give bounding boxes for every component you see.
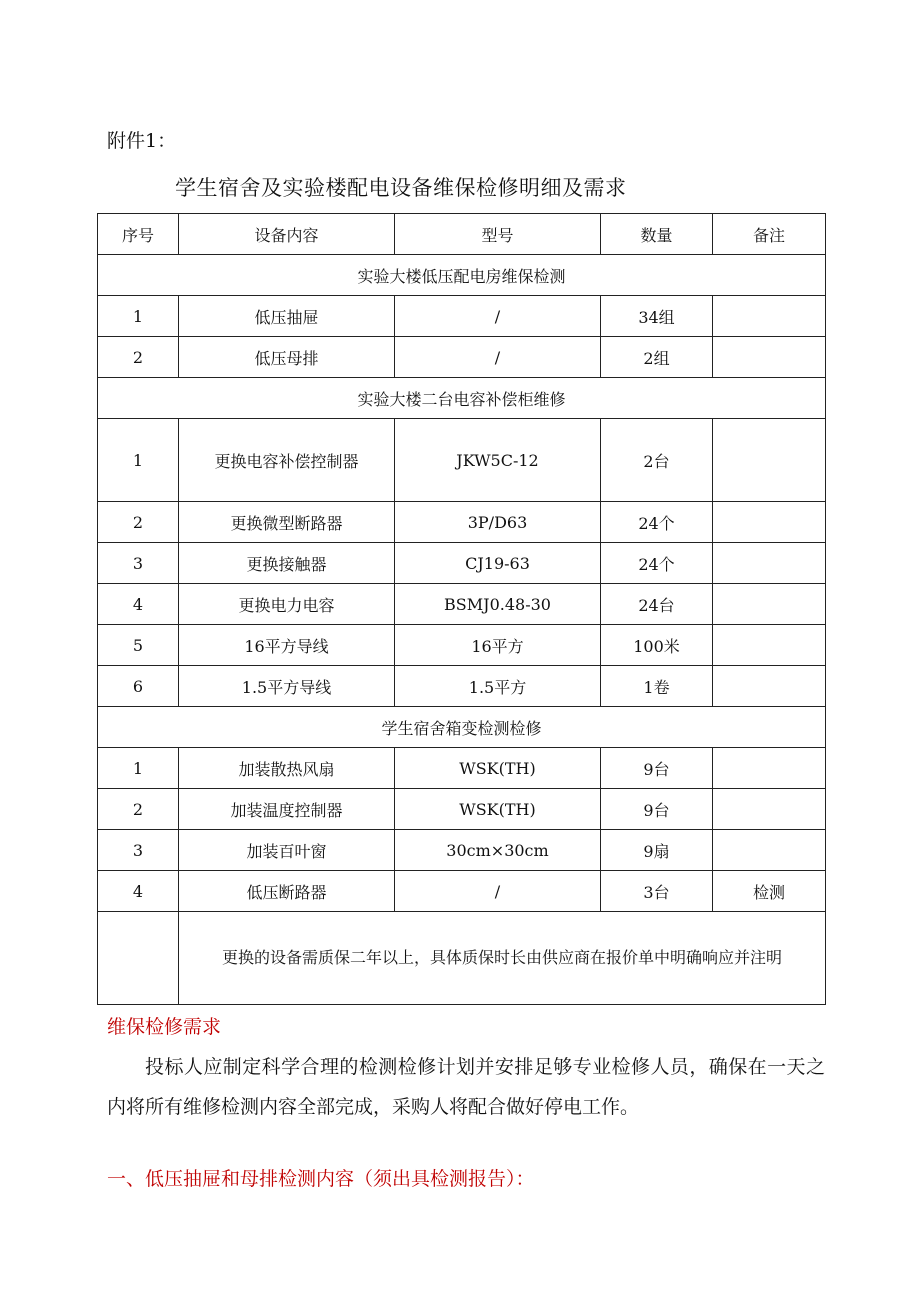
cell-no: 2 <box>98 337 179 378</box>
cell-qty: 3台 <box>601 871 713 912</box>
cell-qty: 24台 <box>601 584 713 625</box>
section-row <box>98 707 826 748</box>
cell-model: JKW5C-12 <box>395 419 601 502</box>
table-row <box>98 666 826 707</box>
cell-note <box>713 584 826 625</box>
cell-note <box>713 419 826 502</box>
table-row <box>98 625 826 666</box>
header-note: 备注 <box>713 214 826 255</box>
cell-model: CJ19-63 <box>395 543 601 584</box>
cell-model: / <box>395 871 601 912</box>
cell-no: 4 <box>98 584 179 625</box>
cell-model: WSK(TH) <box>395 748 601 789</box>
cell-item: 加装散热风扇 <box>179 748 395 789</box>
subsection-heading: 一、低压抽屉和母排检测内容（须出具检测报告）： <box>107 1168 535 1190</box>
cell-item: 低压断路器 <box>179 871 395 912</box>
cell-qty: 2组 <box>601 337 713 378</box>
requirement-paragraph: 投标人应制定科学合理的检测检修计划并安排足够专业检修人员，确保在一天之内将所有维修检测内容全部完成，采购人将配合做好停电工作。 <box>107 1056 825 1118</box>
cell-model: 30cm×30cm <box>395 830 601 871</box>
table-row <box>98 584 826 625</box>
cell-note <box>713 296 826 337</box>
cell-model: 3P/D63 <box>395 502 601 543</box>
section-title: 实验大楼二台电容补偿柜维修 <box>98 378 826 419</box>
cell-qty: 100米 <box>601 625 713 666</box>
section-row <box>98 255 826 296</box>
cell-item: 低压母排 <box>179 337 395 378</box>
cell-note <box>713 337 826 378</box>
cell-qty: 2台 <box>601 419 713 502</box>
header-model: 型号 <box>395 214 601 255</box>
cell-item: 加装温度控制器 <box>179 789 395 830</box>
cell-qty: 24个 <box>601 502 713 543</box>
cell-note <box>713 789 826 830</box>
header-no: 序号 <box>98 214 179 255</box>
footnote-empty-cell <box>98 912 179 1005</box>
cell-item: 低压抽屉 <box>179 296 395 337</box>
cell-qty: 24个 <box>601 543 713 584</box>
table-row <box>98 789 826 830</box>
table-row <box>98 830 826 871</box>
table-header-row <box>98 214 826 255</box>
cell-no: 3 <box>98 543 179 584</box>
table-row <box>98 296 826 337</box>
header-qty: 数量 <box>601 214 713 255</box>
table-row <box>98 543 826 584</box>
section-heading: 维保检修需求 <box>107 1016 222 1038</box>
table-row <box>98 871 826 912</box>
cell-item: 更换微型断路器 <box>179 502 395 543</box>
cell-model: / <box>395 296 601 337</box>
cell-no: 1 <box>98 296 179 337</box>
cell-note <box>713 543 826 584</box>
cell-item: 更换电力电容 <box>179 584 395 625</box>
footnote-row <box>98 912 826 1005</box>
cell-note <box>713 666 826 707</box>
attachment-label: 附件1： <box>107 130 177 152</box>
cell-note: 检测 <box>713 871 826 912</box>
cell-model: 1.5平方 <box>395 666 601 707</box>
cell-item: 1.5平方导线 <box>179 666 395 707</box>
table-row <box>98 502 826 543</box>
cell-item: 16平方导线 <box>179 625 395 666</box>
table-row <box>98 419 826 502</box>
cell-qty: 9扇 <box>601 830 713 871</box>
footnote-text: 更换的设备需质保二年以上，具体质保时长由供应商在报价单中明确响应并注明 <box>179 912 826 1005</box>
cell-no: 4 <box>98 871 179 912</box>
cell-no: 2 <box>98 502 179 543</box>
section-title: 实验大楼低压配电房维保检测 <box>98 255 826 296</box>
cell-model: 16平方 <box>395 625 601 666</box>
cell-model: BSMJ0.48-30 <box>395 584 601 625</box>
cell-model: WSK(TH) <box>395 789 601 830</box>
cell-item: 更换电容补偿控制器 <box>179 419 395 502</box>
header-item: 设备内容 <box>179 214 395 255</box>
cell-qty: 34组 <box>601 296 713 337</box>
cell-note <box>713 502 826 543</box>
cell-no: 6 <box>98 666 179 707</box>
cell-item: 加装百叶窗 <box>179 830 395 871</box>
equipment-table <box>97 213 826 1005</box>
cell-no: 5 <box>98 625 179 666</box>
cell-item: 更换接触器 <box>179 543 395 584</box>
section-title: 学生宿舍箱变检测检修 <box>98 707 826 748</box>
cell-no: 1 <box>98 748 179 789</box>
cell-qty: 1卷 <box>601 666 713 707</box>
table-row <box>98 748 826 789</box>
cell-no: 1 <box>98 419 179 502</box>
cell-qty: 9台 <box>601 748 713 789</box>
cell-note <box>713 830 826 871</box>
cell-no: 2 <box>98 789 179 830</box>
cell-note <box>713 625 826 666</box>
cell-model: / <box>395 337 601 378</box>
section-row <box>98 378 826 419</box>
cell-note <box>713 748 826 789</box>
document-title: 学生宿舍及实验楼配电设备维保检修明细及需求 <box>175 176 627 200</box>
cell-no: 3 <box>98 830 179 871</box>
cell-qty: 9台 <box>601 789 713 830</box>
table-row <box>98 337 826 378</box>
